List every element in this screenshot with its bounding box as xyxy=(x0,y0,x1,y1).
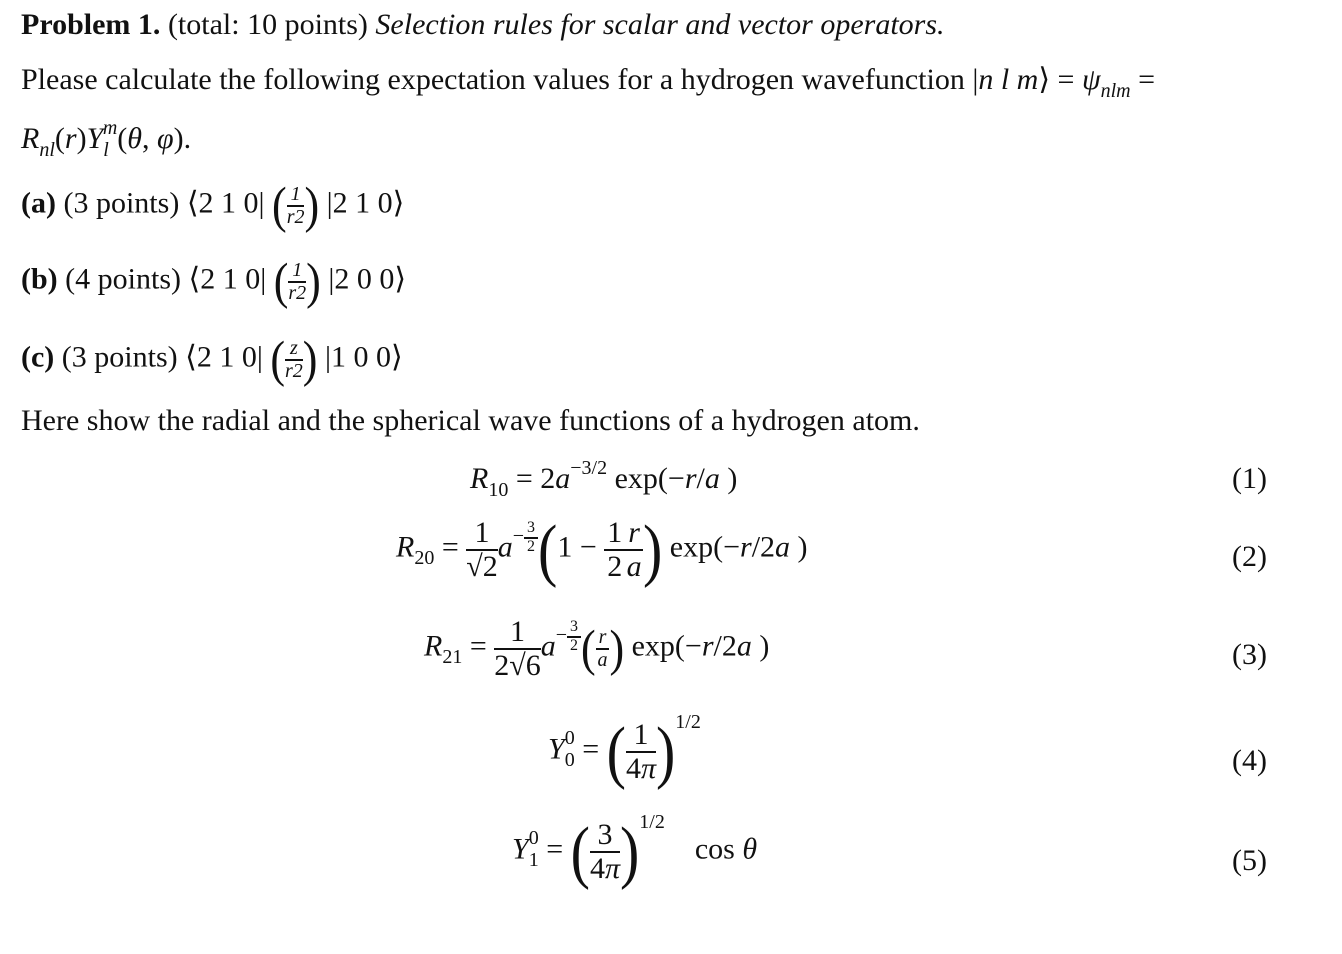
equation-y10: $Y_1^0$ = ( $\frac{3}{4\pi}$ )$^{1/2}$ cos θ xyxy=(512,811,758,891)
equation-number-5: (5) xyxy=(1232,844,1267,877)
intro-line xyxy=(21,62,1156,102)
equation-y00: $Y_0^0$ = ( $\frac{1}{4\pi}$ )$^{1/2}$ xyxy=(548,711,701,791)
part-c-op-den: r2 xyxy=(285,359,303,382)
equation-r10: $R_{10} = 2a^{-3/2}$ exp(−r/a ) xyxy=(470,457,738,501)
part-a-op-den: r2 xyxy=(286,205,305,228)
part-b-ket: |2 0 0⟩ xyxy=(328,262,407,296)
ket-definition: |n l m⟩ = $\psi_{nlm}$ = xyxy=(972,63,1156,102)
part-b-bra: ⟨2 1 0| xyxy=(188,262,267,296)
part-c: (c) (3 points) ⟨2 1 0| ( $\frac{z}{r2}$ ) |1 0 0⟩ xyxy=(21,331,403,388)
problem-header xyxy=(21,8,945,42)
problem-title: Selection rules for scalar and vector operators. xyxy=(375,8,945,41)
part-b: (b) (4 points) ⟨2 1 0| ( $\frac{1}{r2}$ ) |2 0 0⟩ xyxy=(21,253,407,310)
equation-number-3: (3) xyxy=(1232,638,1267,671)
problem-points: (total: 10 points) xyxy=(167,8,368,41)
equation-number-2: (2) xyxy=(1232,540,1267,573)
part-c-bra: ⟨2 1 0| xyxy=(185,340,263,374)
part-a-op-num: 1 xyxy=(287,184,305,207)
part-b-points: (4 points) xyxy=(65,262,181,296)
part-a-label: (a) xyxy=(21,186,56,220)
equation-number-1: (1) xyxy=(1232,462,1267,495)
part-b-op-den: r2 xyxy=(288,281,307,304)
part-b-op-num: 1 xyxy=(288,260,306,283)
wavefunction-definition: $R_{nl}(r)Y_l^m(\theta$, φ). xyxy=(21,117,192,161)
part-c-op-num: z xyxy=(285,338,303,361)
part-b-label: (b) xyxy=(21,262,58,296)
part-c-label: (c) xyxy=(21,340,55,374)
equation-number-4: (4) xyxy=(1232,744,1267,777)
intro-text: Please calculate the following expectation values for a hydrogen wavefunction xyxy=(21,63,965,96)
part-a-bra: ⟨2 1 0| xyxy=(186,186,265,220)
part-a-ket: |2 1 0⟩ xyxy=(326,186,405,220)
part-c-ket: |1 0 0⟩ xyxy=(324,340,403,374)
problem-label: Problem 1. xyxy=(21,8,161,41)
part-a: (a) (3 points) ⟨2 1 0| ( $\frac{1}{r2}$ ) |2 1 0⟩ xyxy=(21,177,405,234)
equation-r20: $R_{20}$ = $\frac{1}{√2}$ $a^{- \frac{3}{2}}$ (1 − $\frac{1}{2}$ $\frac{r}{a}$ ) exp(−r/2a ) xyxy=(396,510,808,589)
equation-r21: $R_{21}$ = $\frac{1}{2√6}$ $a^{- \frac{3}{2}}$ ( $\frac{r}{a}$ ) exp(−r/2a ) xyxy=(424,615,770,682)
part-c-points: (3 points) xyxy=(61,340,178,374)
part-a-points: (3 points) xyxy=(63,186,180,220)
here-text: Here show the radial and the spherical wave functions of a hydrogen atom. xyxy=(21,404,920,437)
